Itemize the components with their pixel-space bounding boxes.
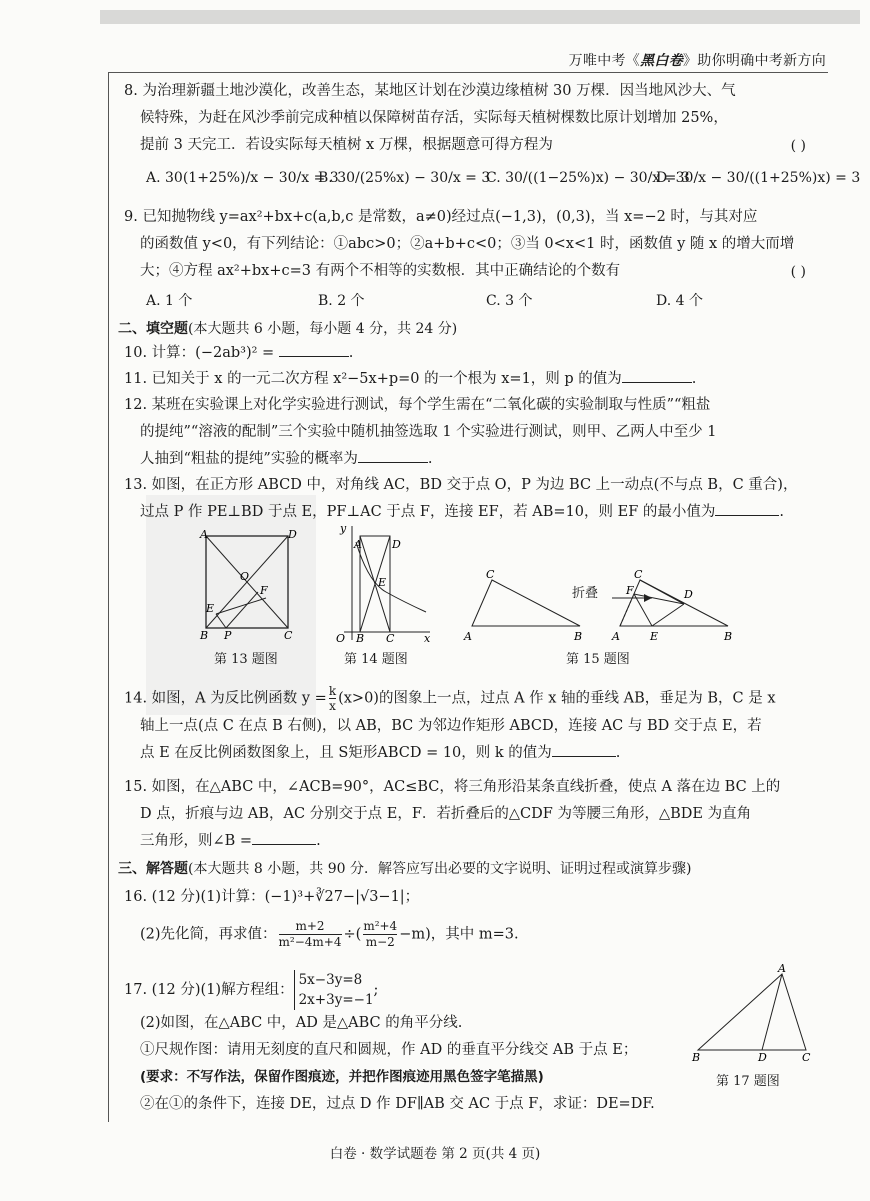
question-8: 8. 为治理新疆土地沙漠化，改善生态，某地区计划在沙漠边缘植树 30 万棵．因当地风沙大、气 候特殊，为赶在风沙季前完成种植以保障树苗存活，实际每天植树棵数比原计划增加 25%， 提前 3 天完工．若设实际每天植树 x 万棵，根据题意可得方程为 (124, 83, 736, 153)
option-8d: D. 30/x − 30/((1+25%)x) = 3 (656, 170, 861, 186)
svg-text:A: A (778, 962, 786, 975)
figure-17 (690, 962, 818, 1062)
caption-fig17: 第 17 题图 (716, 1074, 780, 1089)
section-2-heading: 二、填空题(本大题共 6 小题，每小题 4 分，共 24 分) (118, 321, 458, 337)
question-16: 16. (12 分)(1)计算：(−1)³+∛27−|√3−1|； (2)先化简，再求值： $\frac{m+2}{\text{m²−4m+4}}$ ÷( $\frac{\text{m²+4}}{m-2}$ −m)，其中 m=3. (124, 889, 519, 949)
question-10: 10. 计算：(−2ab³)² = . (124, 345, 354, 361)
question-13: 13. 如图，在正方形 ABCD 中，对角线 AC，BD 交于点 O，P 为边 BC 上一动点(不与点 B，C 重合)， 过点 P 作 PE⊥BD 于点 E，PF⊥AC 于点 F，连接 EF，若 AB=10，则 EF 的最小值为 . (124, 477, 798, 520)
question-9: 9. 已知抛物线 y=ax²+bx+c(a,b,c 是常数，a≠0)经过点(−1,3)，(0,3)，当 x=−2 时，与其对应 的函数值 y<0，有下列结论：①abc>0；②a+b+c<0；③当 0<x<1 时，函数值 y 随 x 的增大而增 大；④方程 ax²+bx+c=3 有两个不相等的实数根．其中正确结论的个数有 (124, 209, 795, 279)
answer-paren-9: ( ) (790, 264, 806, 280)
svg-text:A: A (612, 630, 620, 643)
svg-text:F: F (626, 584, 634, 597)
question-14: 14. 如图，A 为反比例函数 y = $\frac{k}{x}$ (x>0)的图象上一点，过点 A 作 x 轴的垂线 AB，垂足为 B，C 是 x 轴上一点(点 C 在点 B 右侧)，以 AB，BC 为邻边作矩形 ABCD，连接 AC 与 BD 交于点 E，若 点 E 在反比例函数图象上，且 S矩形ABCD = 10，则 k 的值为 . (124, 684, 776, 761)
svg-text:F: F (260, 584, 268, 597)
figure-14 (330, 522, 440, 644)
option-9d: D. 4 个 (656, 293, 703, 309)
svg-text:B: B (724, 630, 733, 643)
svg-text:C: C (386, 632, 395, 644)
svg-text:B: B (574, 630, 583, 643)
svg-text:O: O (240, 570, 250, 583)
svg-text:x: x (424, 632, 431, 644)
top-gray-band (100, 10, 860, 24)
question-15: 15. 如图，在△ABC 中，∠ACB=90°，AC≤BC，将三角形沿某条直线折叠，使点 A 落在边 BC 上的 D 点，折痕与边 AB，AC 分别交于点 E，F．若折叠后的△CDF 为等腰三角形，△BDE 为直角 三角形，则∠B = . (124, 779, 781, 849)
svg-text:C: C (634, 568, 643, 581)
figure-15 (462, 564, 762, 646)
caption-fig15: 第 15 题图 (566, 652, 630, 667)
question-17: 17. (12 分)(1)解方程组： 5x−3y=8 2x+3y=−1 ; (2)如图，在△ABC 中，AD 是△ABC 的角平分线. ①尺规作图：请用无刻度的直尺和圆规，作 AD 的垂直平分线交 AB 于点 E； (要求：不写作法，保留作图痕迹，并把作图痕迹用黑色签字笔描黑) ②在①的条件下，连接 DE，过点 D 作 DF∥AB 交 AC 于点 F，求证：DE=DF. (124, 972, 655, 1112)
option-9a: A. 1 个 (146, 293, 193, 309)
svg-text:D: D (392, 538, 401, 551)
brand-name: 黑白卷 (640, 53, 683, 69)
option-9b: B. 2 个 (318, 293, 365, 309)
svg-text:D: D (288, 528, 297, 541)
question-11: 11. 已知关于 x 的一元二次方程 x²−5x+p=0 的一个根为 x=1，则 p 的值为 . (124, 371, 697, 387)
margin-line (108, 72, 109, 1122)
svg-text:A: A (464, 630, 472, 643)
header-rule (108, 72, 828, 73)
figure-13 (196, 528, 306, 643)
page-footer: 白卷 · 数学试题卷 第 2 页(共 4 页) (329, 1146, 541, 1162)
svg-text:P: P (224, 629, 232, 642)
caption-fig13: 第 13 题图 (214, 652, 278, 667)
section-3-heading: 三、解答题(本大题共 8 小题，共 90 分．解答应写出必要的文字说明、证明过程或演算步骤) (118, 861, 692, 877)
svg-text:B: B (356, 632, 365, 644)
svg-text:C: C (284, 629, 293, 642)
option-8a: A. 30(1+25%)/x − 30/x = 3 (146, 170, 339, 186)
page-header: 万唯中考《黑白卷》助你明确中考新方向 (568, 53, 826, 69)
svg-text:D: D (758, 1051, 767, 1062)
svg-text:B: B (200, 629, 209, 642)
svg-text:E: E (378, 576, 387, 589)
svg-text:B: B (692, 1051, 701, 1062)
option-8c: C. 30/((1−25%)x) − 30/x = 3 (486, 170, 690, 186)
caption-fig14: 第 14 题图 (344, 652, 408, 667)
svg-text:C: C (802, 1051, 811, 1062)
svg-text:A: A (354, 538, 362, 551)
fold-label: 折叠 (572, 586, 599, 601)
question-12: 12. 某班在实验课上对化学实验进行测试，每个学生需在“二氧化碳的实验制取与性质”“粗盐 的提纯”“溶液的配制”三个实验中随机抽签选取 1 个实验进行测试，则甲、乙两人中至少 1 人抽到“粗盐的提纯”实验的概率为 . (124, 397, 717, 467)
svg-text:E: E (650, 630, 659, 643)
option-8b: B. 30/(25%x) − 30/x = 3 (318, 170, 491, 186)
option-9c: C. 3 个 (486, 293, 533, 309)
answer-paren-8: ( ) (790, 138, 806, 154)
svg-text:y: y (340, 522, 347, 535)
svg-text:D: D (684, 588, 693, 601)
svg-text:O: O (336, 632, 346, 644)
svg-text:E: E (206, 602, 215, 615)
svg-text:A: A (200, 528, 208, 541)
svg-text:C: C (486, 568, 495, 581)
